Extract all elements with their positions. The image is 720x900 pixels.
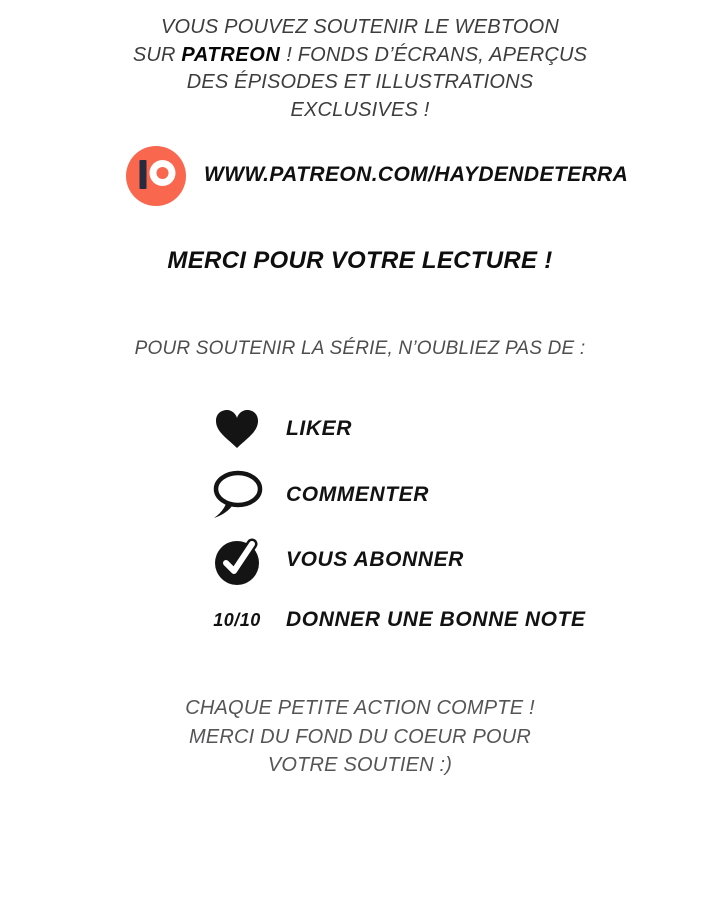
outro-text-block xyxy=(0,694,720,780)
speech-bubble-icon xyxy=(210,470,264,520)
action-label-subscribe: VOUS ABONNER xyxy=(286,548,464,571)
rating-ten-out-of-ten xyxy=(210,610,264,631)
intro-line-1: VOUS POUVEZ SOUTENIR LE WEBTOON xyxy=(160,16,560,38)
intro-line-4: EXCLUSIVES ! xyxy=(290,98,430,121)
intro-line-2-post: ! FONDS D’ÉCRANS, APERÇUS xyxy=(286,43,588,66)
action-row-like xyxy=(210,404,352,454)
patreon-url-text: WWW.PATREON.COM/HAYDENDETERRA xyxy=(204,163,629,186)
patreon-brand-text: PATREON xyxy=(181,43,281,66)
intro-line-2-pre: SUR xyxy=(132,43,176,66)
action-row-comment xyxy=(210,468,429,522)
action-label-rate: DONNER UNE BONNE NOTE xyxy=(286,608,586,631)
intro-text-block xyxy=(0,14,720,124)
outro-line-3: VOTRE SOUTIEN :) xyxy=(267,754,453,776)
rating-text: 10/10 xyxy=(213,609,261,630)
intro-line-2 xyxy=(0,42,720,70)
action-label-comment: COMMENTER xyxy=(286,483,430,506)
action-label-like: LIKER xyxy=(286,417,352,440)
support-heading: POUR SOUTENIR LA SÉRIE, N’OUBLIEZ PAS DE : xyxy=(134,338,586,359)
outro-line-2: MERCI DU FOND DU COEUR POUR xyxy=(188,725,532,748)
action-row-subscribe xyxy=(210,534,464,586)
thanks-line: MERCI POUR VOTRE LECTURE ! xyxy=(167,247,553,274)
intro-line-3: DES ÉPISODES ET ILLUSTRATIONS xyxy=(186,71,534,93)
heart-icon xyxy=(210,408,264,450)
patreon-logo-icon xyxy=(126,146,186,211)
outro-line-1: CHAQUE PETITE ACTION COMPTE ! xyxy=(185,697,535,719)
action-row-rate xyxy=(210,604,586,636)
check-circle-icon xyxy=(210,534,264,586)
